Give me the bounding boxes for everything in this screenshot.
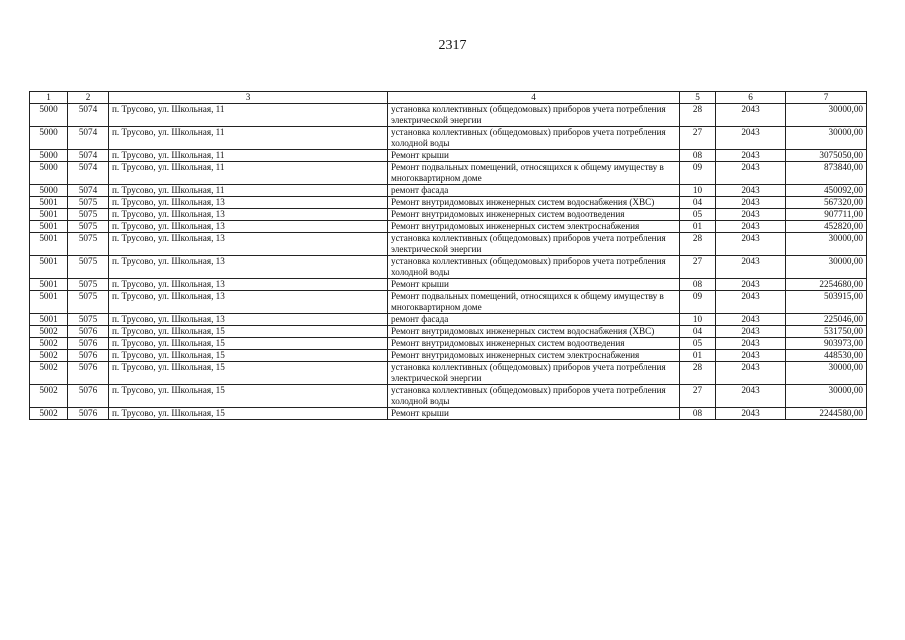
- table-row: [30, 385, 867, 408]
- work-type-cell: установка коллективных (общедомовых) приборов учета потребления электрической энергии: [388, 233, 680, 256]
- work-type-cell: установка коллективных (общедомовых) приборов учета потребления холодной воды: [388, 385, 680, 408]
- header-row: [30, 92, 867, 104]
- work-code-cell: 27: [680, 127, 716, 150]
- column-header: 2: [68, 92, 109, 104]
- column-header: 5: [680, 92, 716, 104]
- cost-cell: 903973,00: [786, 338, 867, 350]
- work-type-cell: Ремонт внутридомовых инженерных систем электроснабжения: [388, 221, 680, 233]
- row-id-cell: 5001: [30, 314, 68, 326]
- data-table: [29, 91, 867, 420]
- year-cell: 2043: [716, 338, 786, 350]
- table-row: [30, 233, 867, 256]
- work-code-cell: 09: [680, 291, 716, 314]
- year-cell: 2043: [716, 291, 786, 314]
- row-id-cell: 5002: [30, 408, 68, 420]
- work-code-cell: 08: [680, 150, 716, 162]
- work-code-cell: 27: [680, 385, 716, 408]
- table-row: [30, 326, 867, 338]
- cost-cell: 30000,00: [786, 385, 867, 408]
- work-code-cell: 10: [680, 185, 716, 197]
- year-cell: 2043: [716, 162, 786, 185]
- address-cell: п. Трусово, ул. Школьная, 13: [109, 197, 388, 209]
- work-type-cell: Ремонт внутридомовых инженерных систем водоотведения: [388, 338, 680, 350]
- cost-cell: 2254680,00: [786, 279, 867, 291]
- row-id-cell: 5001: [30, 197, 68, 209]
- table-row: [30, 162, 867, 185]
- table-row: [30, 338, 867, 350]
- table-row: [30, 185, 867, 197]
- year-cell: 2043: [716, 197, 786, 209]
- table-row: [30, 408, 867, 420]
- work-code-cell: 08: [680, 279, 716, 291]
- work-code-cell: 28: [680, 233, 716, 256]
- cost-cell: 2244580,00: [786, 408, 867, 420]
- table-row: [30, 256, 867, 279]
- address-cell: п. Трусово, ул. Школьная, 11: [109, 162, 388, 185]
- work-code-cell: 04: [680, 197, 716, 209]
- cost-cell: 531750,00: [786, 326, 867, 338]
- house-id-cell: 5076: [68, 362, 109, 385]
- row-id-cell: 5001: [30, 233, 68, 256]
- house-id-cell: 5075: [68, 314, 109, 326]
- column-header: 7: [786, 92, 867, 104]
- column-header: 4: [388, 92, 680, 104]
- row-id-cell: 5000: [30, 127, 68, 150]
- house-id-cell: 5075: [68, 279, 109, 291]
- work-code-cell: 01: [680, 350, 716, 362]
- cost-cell: 448530,00: [786, 350, 867, 362]
- work-code-cell: 28: [680, 104, 716, 127]
- column-header: 6: [716, 92, 786, 104]
- year-cell: 2043: [716, 314, 786, 326]
- cost-cell: 503915,00: [786, 291, 867, 314]
- work-code-cell: 04: [680, 326, 716, 338]
- row-id-cell: 5000: [30, 162, 68, 185]
- work-type-cell: ремонт фасада: [388, 185, 680, 197]
- address-cell: п. Трусово, ул. Школьная, 13: [109, 233, 388, 256]
- cost-cell: 452820,00: [786, 221, 867, 233]
- address-cell: п. Трусово, ул. Школьная, 15: [109, 326, 388, 338]
- address-cell: п. Трусово, ул. Школьная, 15: [109, 385, 388, 408]
- address-cell: п. Трусово, ул. Школьная, 13: [109, 279, 388, 291]
- table-row: [30, 197, 867, 209]
- work-code-cell: 05: [680, 209, 716, 221]
- work-type-cell: Ремонт подвальных помещений, относящихся к общему имуществу в многоквартирном доме: [388, 291, 680, 314]
- address-cell: п. Трусово, ул. Школьная, 15: [109, 350, 388, 362]
- table-row: [30, 350, 867, 362]
- address-cell: п. Трусово, ул. Школьная, 13: [109, 221, 388, 233]
- work-type-cell: Ремонт внутридомовых инженерных систем водоотведения: [388, 209, 680, 221]
- work-type-cell: Ремонт внутридомовых инженерных систем водоснабжения (ХВС): [388, 326, 680, 338]
- work-code-cell: 10: [680, 314, 716, 326]
- house-id-cell: 5075: [68, 291, 109, 314]
- address-cell: п. Трусово, ул. Школьная, 15: [109, 408, 388, 420]
- house-id-cell: 5074: [68, 185, 109, 197]
- work-type-cell: Ремонт внутридомовых инженерных систем водоснабжения (ХВС): [388, 197, 680, 209]
- year-cell: 2043: [716, 408, 786, 420]
- work-code-cell: 09: [680, 162, 716, 185]
- table-row: [30, 221, 867, 233]
- year-cell: 2043: [716, 104, 786, 127]
- table-row: [30, 150, 867, 162]
- cost-cell: 450092,00: [786, 185, 867, 197]
- work-type-cell: установка коллективных (общедомовых) приборов учета потребления холодной воды: [388, 256, 680, 279]
- year-cell: 2043: [716, 221, 786, 233]
- cost-cell: 30000,00: [786, 256, 867, 279]
- year-cell: 2043: [716, 385, 786, 408]
- cost-cell: 907711,00: [786, 209, 867, 221]
- table-row: [30, 291, 867, 314]
- year-cell: 2043: [716, 150, 786, 162]
- row-id-cell: 5000: [30, 150, 68, 162]
- row-id-cell: 5001: [30, 256, 68, 279]
- table-row: [30, 362, 867, 385]
- house-id-cell: 5074: [68, 104, 109, 127]
- table-row: [30, 279, 867, 291]
- year-cell: 2043: [716, 350, 786, 362]
- table-row: [30, 127, 867, 150]
- address-cell: п. Трусово, ул. Школьная, 11: [109, 104, 388, 127]
- work-code-cell: 05: [680, 338, 716, 350]
- work-type-cell: установка коллективных (общедомовых) приборов учета потребления электрической энергии: [388, 104, 680, 127]
- cost-cell: 567320,00: [786, 197, 867, 209]
- house-id-cell: 5076: [68, 338, 109, 350]
- cost-cell: 3075050,00: [786, 150, 867, 162]
- address-cell: п. Трусово, ул. Школьная, 13: [109, 209, 388, 221]
- row-id-cell: 5002: [30, 350, 68, 362]
- work-type-cell: Ремонт внутридомовых инженерных систем электроснабжения: [388, 350, 680, 362]
- house-id-cell: 5075: [68, 233, 109, 256]
- row-id-cell: 5002: [30, 362, 68, 385]
- house-id-cell: 5074: [68, 150, 109, 162]
- year-cell: 2043: [716, 209, 786, 221]
- table-row: [30, 104, 867, 127]
- row-id-cell: 5002: [30, 385, 68, 408]
- work-type-cell: установка коллективных (общедомовых) приборов учета потребления холодной воды: [388, 127, 680, 150]
- address-cell: п. Трусово, ул. Школьная, 15: [109, 362, 388, 385]
- work-type-cell: Ремонт крыши: [388, 279, 680, 291]
- house-id-cell: 5074: [68, 127, 109, 150]
- house-id-cell: 5075: [68, 197, 109, 209]
- row-id-cell: 5001: [30, 291, 68, 314]
- page-number: 2317: [438, 38, 467, 53]
- column-header: 3: [109, 92, 388, 104]
- work-code-cell: 27: [680, 256, 716, 279]
- row-id-cell: 5001: [30, 279, 68, 291]
- work-type-cell: Ремонт подвальных помещений, относящихся к общему имуществу в многоквартирном доме: [388, 162, 680, 185]
- house-id-cell: 5076: [68, 350, 109, 362]
- year-cell: 2043: [716, 127, 786, 150]
- table-row: [30, 209, 867, 221]
- house-id-cell: 5075: [68, 256, 109, 279]
- work-type-cell: Ремонт крыши: [388, 150, 680, 162]
- table-body: [30, 104, 867, 420]
- work-type-cell: Ремонт крыши: [388, 408, 680, 420]
- address-cell: п. Трусово, ул. Школьная, 11: [109, 150, 388, 162]
- work-code-cell: 28: [680, 362, 716, 385]
- house-id-cell: 5076: [68, 408, 109, 420]
- year-cell: 2043: [716, 279, 786, 291]
- house-id-cell: 5074: [68, 162, 109, 185]
- work-code-cell: 01: [680, 221, 716, 233]
- cost-cell: 225046,00: [786, 314, 867, 326]
- row-id-cell: 5002: [30, 326, 68, 338]
- row-id-cell: 5001: [30, 209, 68, 221]
- row-id-cell: 5001: [30, 221, 68, 233]
- house-id-cell: 5075: [68, 221, 109, 233]
- year-cell: 2043: [716, 256, 786, 279]
- row-id-cell: 5000: [30, 185, 68, 197]
- cost-cell: 30000,00: [786, 233, 867, 256]
- year-cell: 2043: [716, 362, 786, 385]
- house-id-cell: 5076: [68, 385, 109, 408]
- address-cell: п. Трусово, ул. Школьная, 13: [109, 256, 388, 279]
- work-type-cell: установка коллективных (общедомовых) приборов учета потребления электрической энергии: [388, 362, 680, 385]
- address-cell: п. Трусово, ул. Школьная, 13: [109, 291, 388, 314]
- year-cell: 2043: [716, 185, 786, 197]
- address-cell: п. Трусово, ул. Школьная, 15: [109, 338, 388, 350]
- table-row: [30, 314, 867, 326]
- work-type-cell: ремонт фасада: [388, 314, 680, 326]
- address-cell: п. Трусово, ул. Школьная, 11: [109, 185, 388, 197]
- address-cell: п. Трусово, ул. Школьная, 11: [109, 127, 388, 150]
- cost-cell: 873840,00: [786, 162, 867, 185]
- house-id-cell: 5076: [68, 326, 109, 338]
- house-id-cell: 5075: [68, 209, 109, 221]
- row-id-cell: 5002: [30, 338, 68, 350]
- cost-cell: 30000,00: [786, 127, 867, 150]
- row-id-cell: 5000: [30, 104, 68, 127]
- year-cell: 2043: [716, 233, 786, 256]
- work-code-cell: 08: [680, 408, 716, 420]
- column-header: 1: [30, 92, 68, 104]
- cost-cell: 30000,00: [786, 104, 867, 127]
- address-cell: п. Трусово, ул. Школьная, 13: [109, 314, 388, 326]
- cost-cell: 30000,00: [786, 362, 867, 385]
- year-cell: 2043: [716, 326, 786, 338]
